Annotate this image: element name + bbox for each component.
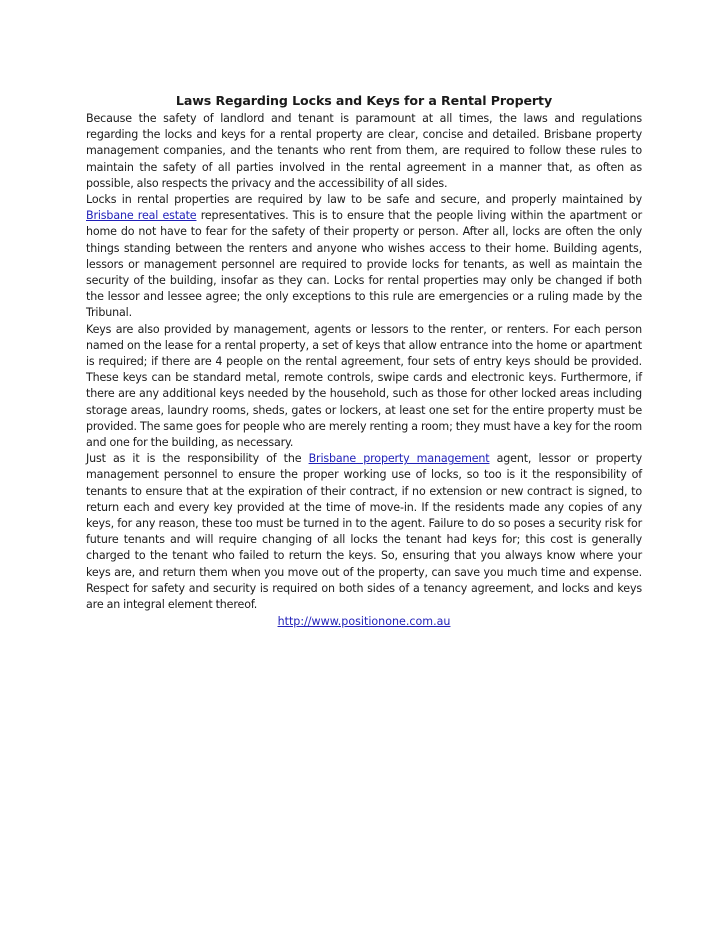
document-title: Laws Regarding Locks and Keys for a Rental Property (175, 93, 553, 108)
paragraph-responsibility-text-start: Just as it is the responsibility of the (86, 452, 309, 466)
paragraph-locks (86, 192, 642, 322)
paragraph-responsibility (86, 451, 642, 613)
source-line (86, 614, 642, 630)
paragraph-keys: Keys are also provided by management, agents or lessors to the renter, or renters. For each person named on the lease for a rental property, a set of keys that allow entrance into the home or apartment is required; if there are 4 people on the rental agreement, four sets of entry keys should be provided. These keys can be standard metal, remote controls, swipe cards and electronic keys. Furthermore, if there are any additional keys needed by the household, such as those for other locked areas including storage areas, laundry rooms, sheds, gates or lockers, at least one set for the entire property must be provided. The same goes for people who are merely renting a room; they must have a key for the room and one for the building, as necessary. (86, 322, 642, 450)
paragraph-locks-text-start: Locks in rental properties are required by law to be safe and secure, and properly maintained by (86, 193, 642, 207)
paragraph-locks-text-end: representatives. This is to ensure that the people living within the apartment or home do not have to fear for the safety of their property or person. After all, locks are often the only things standing between the renters and anyone who wishes access to their home. Building agents, lessors or management personnel are required to provide locks for tenants, as well as maintain the security of the building, insofar as they can. Locks for rental properties may only be changed if both the lessor and lessee agree; the only exceptions to this rule are emergencies or a ruling made by the Tribunal. (86, 209, 642, 320)
brisbane-real-estate-link[interactable]: Brisbane real estate (86, 209, 197, 223)
document-page (86, 93, 642, 631)
source-url-link[interactable]: http://www.positionone.com.au (277, 615, 451, 629)
paragraph-intro: Because the safety of landlord and tenant is paramount at all times, the laws and regulations regarding the locks and keys for a rental property are clear, concise and detailed. Brisbane property management companies, and the tenants who rent from them, are required to follow these rules to maintain the safety of all parties involved in the rental agreement in a manner that, as often as possible, also respects the privacy and the accessibility of all sides. (86, 112, 642, 190)
paragraph-responsibility-text-end: agent, lessor or property management personnel to ensure the proper working use of locks, so too is it the responsibility of tenants to ensure that at the expiration of their contract, if no extension or new contract is signed, to return each and every key provided at the time of move-in. If the residents made any copies of any keys, for any reason, these too must be turned in to the agent. Failure to do so poses a security risk for future tenants and will require changing of all locks the tenant had keys for; this cost is generally charged to the tenant who failed to return the keys. So, ensuring that you always know where your keys are, and return them when you move out of the property, can save you much time and expense. Respect for safety and security is required on both sides of a tenancy agreement, and locks and keys are an integral element thereof. (86, 452, 642, 612)
brisbane-property-management-link[interactable]: Brisbane property management (308, 452, 490, 466)
